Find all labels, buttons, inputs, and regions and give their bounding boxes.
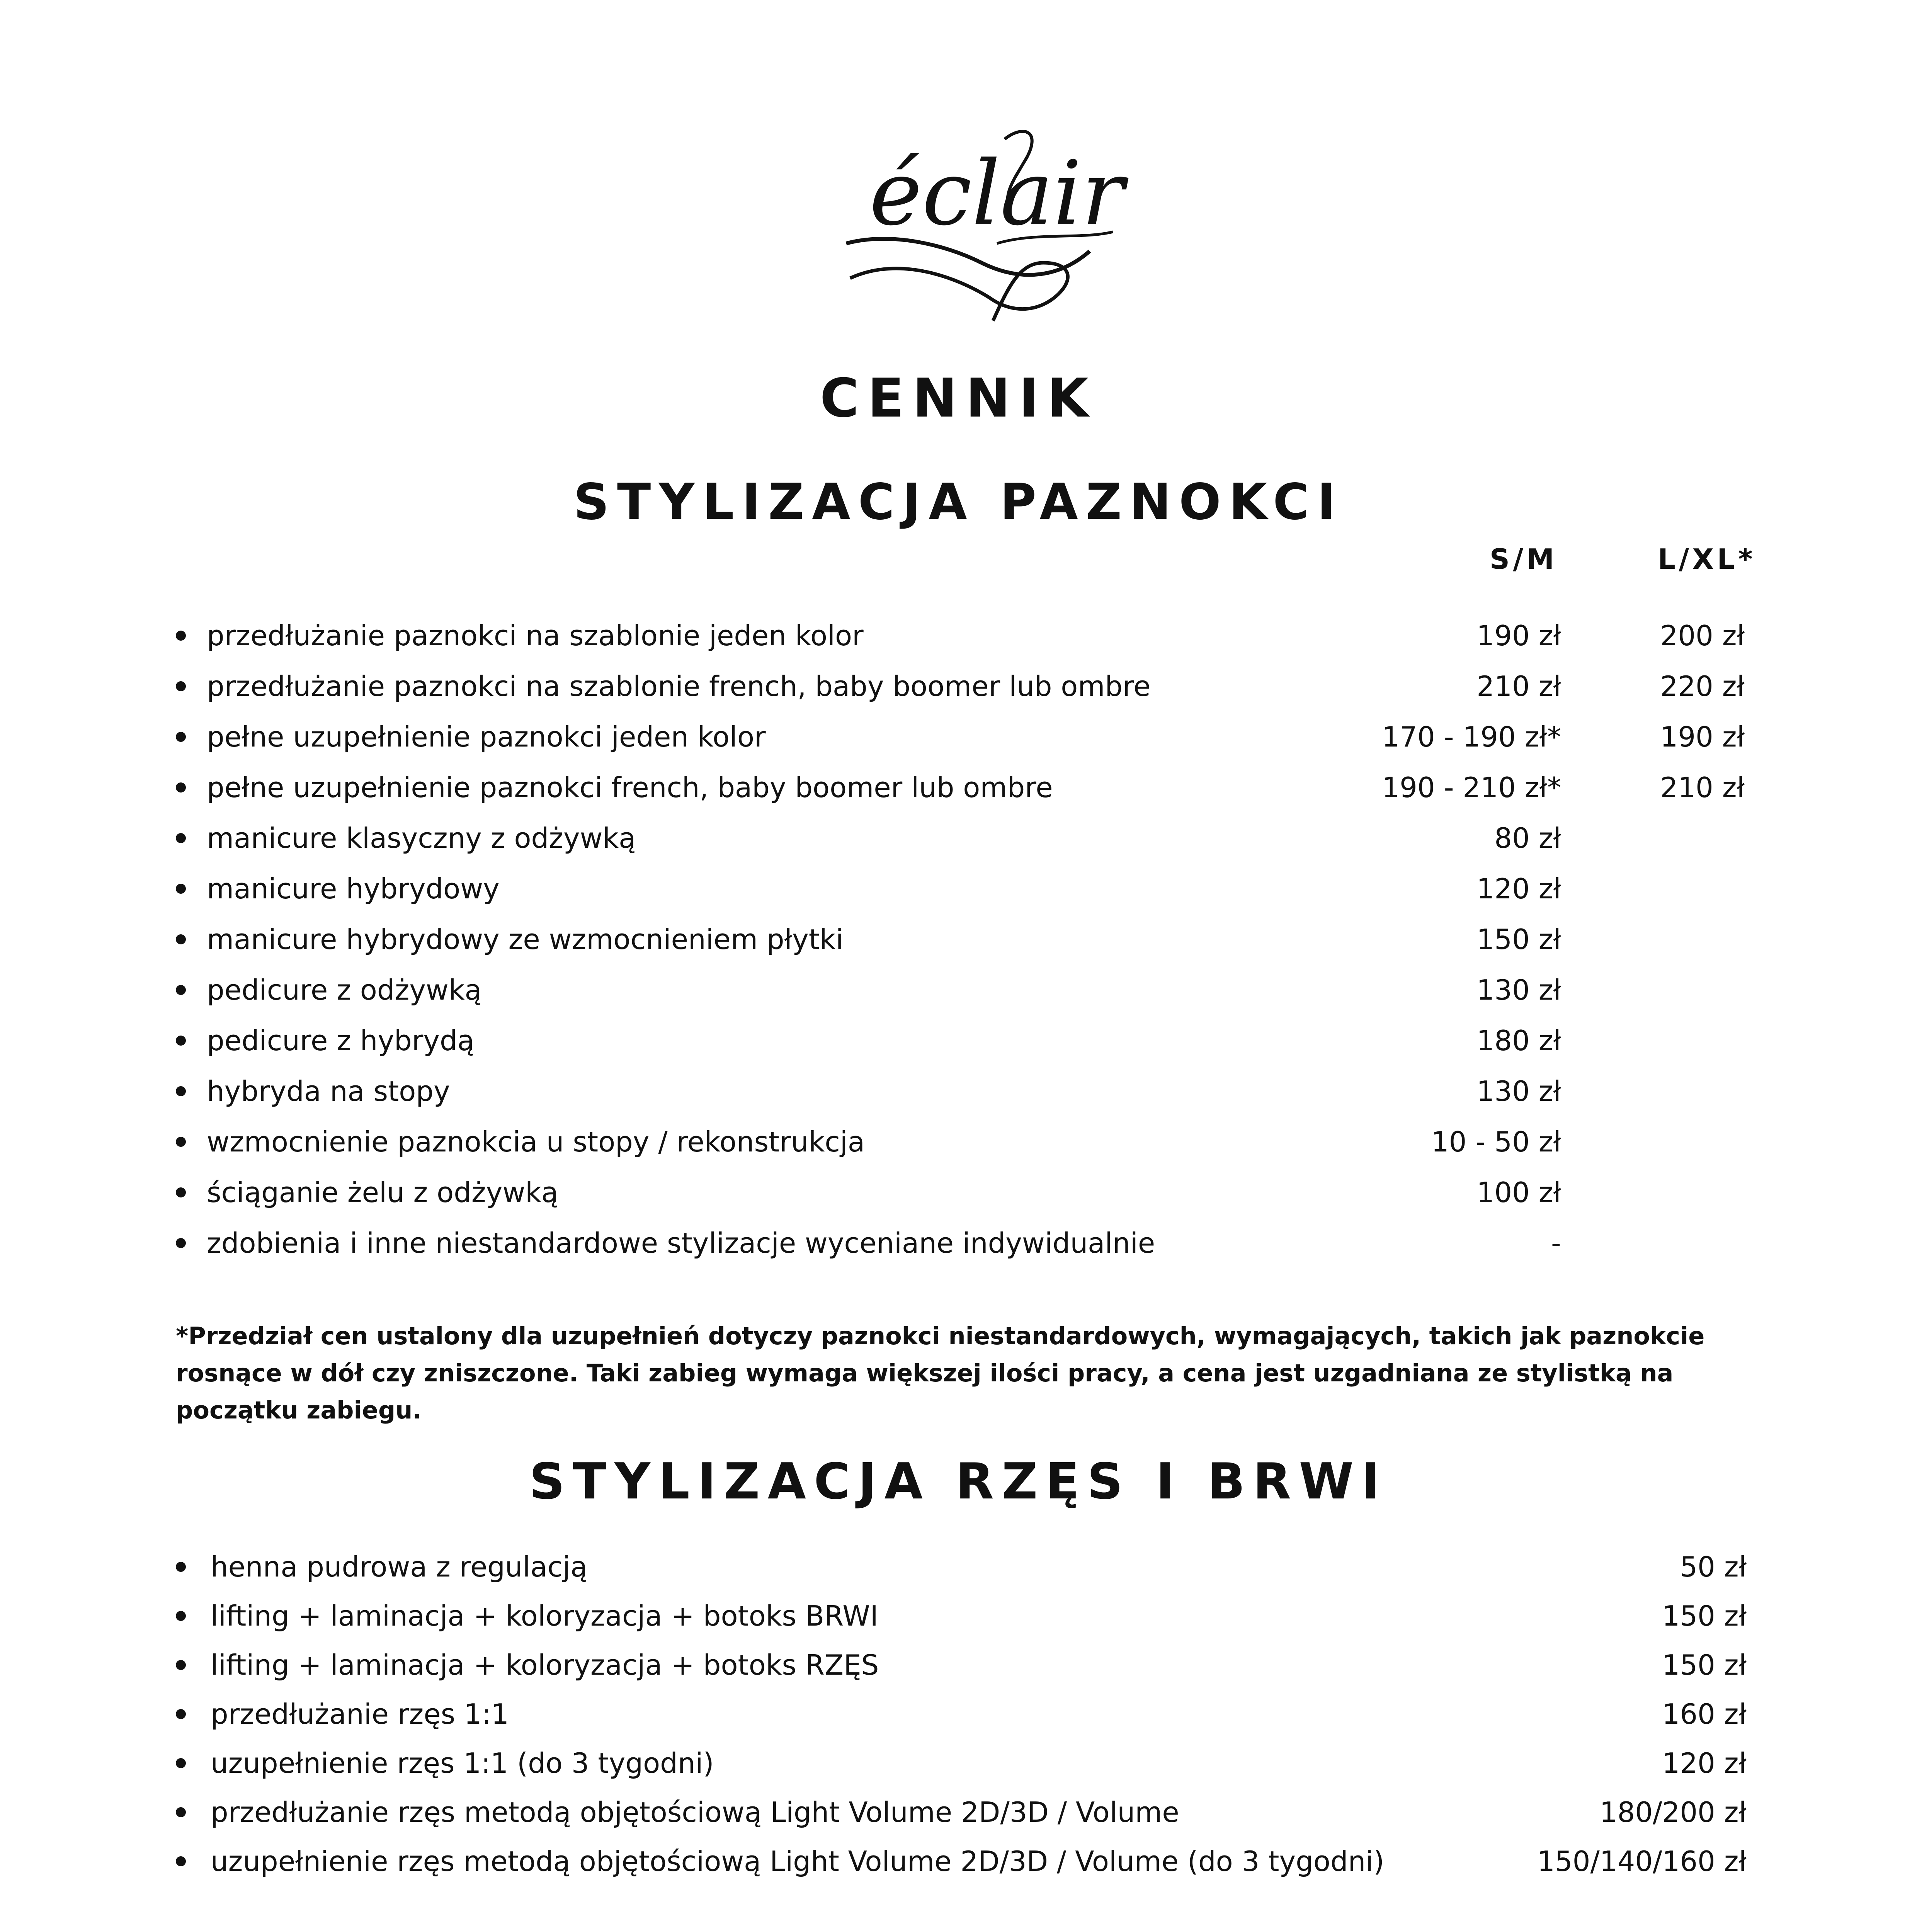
item-label: lifting + laminacja + koloryzacja + botoks BRWI	[211, 1600, 878, 1632]
price-sm: 130 zł	[1476, 1075, 1561, 1107]
item-label: przedłużanie rzęs 1:1	[211, 1698, 509, 1730]
price-sm: 10 - 50 zł	[1431, 1126, 1561, 1158]
list-bullet	[176, 884, 186, 894]
price-lxl: 210 zł	[1660, 771, 1745, 804]
list-bullet	[176, 681, 186, 691]
item-price: 160 zł	[1662, 1698, 1747, 1730]
list-bullet	[176, 1238, 186, 1248]
list-bullet	[176, 1856, 186, 1866]
price-sm: 120 zł	[1476, 872, 1561, 905]
list-bullet	[176, 1036, 186, 1046]
item-label: wzmocnienie paznokcia u stopy / rekonstrukcja	[207, 1126, 865, 1158]
logo-wordmark: éclair	[869, 142, 1124, 245]
item-label: manicure klasyczny z odżywką	[207, 822, 636, 854]
price-sm: 80 zł	[1494, 822, 1561, 854]
price-sm: 190 zł	[1476, 619, 1561, 652]
item-price: 120 zł	[1662, 1747, 1747, 1779]
item-label: pełne uzupełnienie paznokci jeden kolor	[207, 721, 766, 753]
item-price: 150/140/160 zł	[1537, 1845, 1747, 1878]
item-label: manicure hybrydowy ze wzmocnieniem płytki	[207, 923, 844, 956]
list-bullet	[176, 985, 186, 995]
item-price: 180/200 zł	[1599, 1796, 1747, 1828]
price-sm: 170 - 190 zł*	[1382, 721, 1561, 753]
item-label: zdobienia i inne niestandardowe stylizacje wyceniane indywidualnie	[207, 1227, 1155, 1259]
price-sm: 210 zł	[1476, 670, 1561, 702]
item-label: manicure hybrydowy	[207, 872, 500, 905]
list-bullet	[176, 1807, 186, 1817]
list-bullet	[176, 1758, 186, 1768]
page-title: CENNIK	[820, 367, 1097, 429]
list-bullet	[176, 1086, 186, 1096]
item-label: przedłużanie rzęs metodą objętościową Light Volume 2D/3D / Volume	[211, 1796, 1179, 1828]
item-label: uzupełnienie rzęs 1:1 (do 3 tygodni)	[211, 1747, 714, 1779]
price-sm: 100 zł	[1476, 1176, 1561, 1209]
list-bullet	[176, 631, 186, 641]
price-sm: 150 zł	[1476, 923, 1561, 956]
list-bullet	[176, 1137, 186, 1147]
eclair-logo	[842, 116, 1136, 340]
nails-footnote: *Przedział cen ustalony dla uzupełnień dotyczy paznokci niestandardowych, wymagających, takich jak paznokcie rosnące w dół czy zniszczone. Taki zabieg wymaga większej ilości pracy, a cena jest uzgadniana ze stylistką na początku zabiegu.	[176, 1322, 1705, 1424]
section-heading-lashes: STYLIZACJA RZĘS I BRWI	[529, 1453, 1388, 1510]
item-label: ściąganie żelu z odżywką	[207, 1176, 559, 1209]
list-bullet	[176, 1611, 186, 1621]
item-label: przedłużanie paznokci na szablonie jeden kolor	[207, 619, 864, 652]
item-price: 150 zł	[1662, 1600, 1747, 1632]
list-bullet	[176, 833, 186, 843]
item-label: lifting + laminacja + koloryzacja + botoks RZĘS	[211, 1649, 879, 1681]
item-price: 150 zł	[1662, 1649, 1747, 1681]
list-bullet	[176, 934, 186, 944]
item-price: 50 zł	[1680, 1551, 1747, 1583]
item-label: pełne uzupełnienie paznokci french, baby boomer lub ombre	[207, 771, 1053, 804]
item-label: pedicure z hybrydą	[207, 1024, 475, 1057]
price-sm: -	[1551, 1227, 1561, 1259]
list-bullet	[176, 732, 186, 742]
item-label: henna pudrowa z regulacją	[211, 1551, 588, 1583]
price-sm: 130 zł	[1476, 974, 1561, 1006]
list-bullet	[176, 1187, 186, 1197]
list-bullet	[176, 1562, 186, 1572]
price-lxl: 200 zł	[1660, 619, 1745, 652]
list-bullet	[176, 1660, 186, 1670]
price-sm: 180 zł	[1476, 1024, 1561, 1057]
column-header-sm: S/M	[1490, 543, 1558, 575]
item-label: uzupełnienie rzęs metodą objętościową Light Volume 2D/3D / Volume (do 3 tygodni)	[211, 1845, 1385, 1878]
item-label: pedicure z odżywką	[207, 974, 482, 1006]
column-header-lxl: L/XL*	[1658, 543, 1756, 575]
section-heading-nails: STYLIZACJA PAZNOKCI	[573, 473, 1344, 531]
item-label: przedłużanie paznokci na szablonie french, baby boomer lub ombre	[207, 670, 1151, 702]
price-sm: 190 - 210 zł*	[1382, 771, 1561, 804]
list-bullet	[176, 1709, 186, 1719]
price-lxl: 190 zł	[1660, 721, 1745, 753]
price-lxl: 220 zł	[1660, 670, 1745, 702]
item-label: hybryda na stopy	[207, 1075, 450, 1107]
list-bullet	[176, 782, 186, 793]
